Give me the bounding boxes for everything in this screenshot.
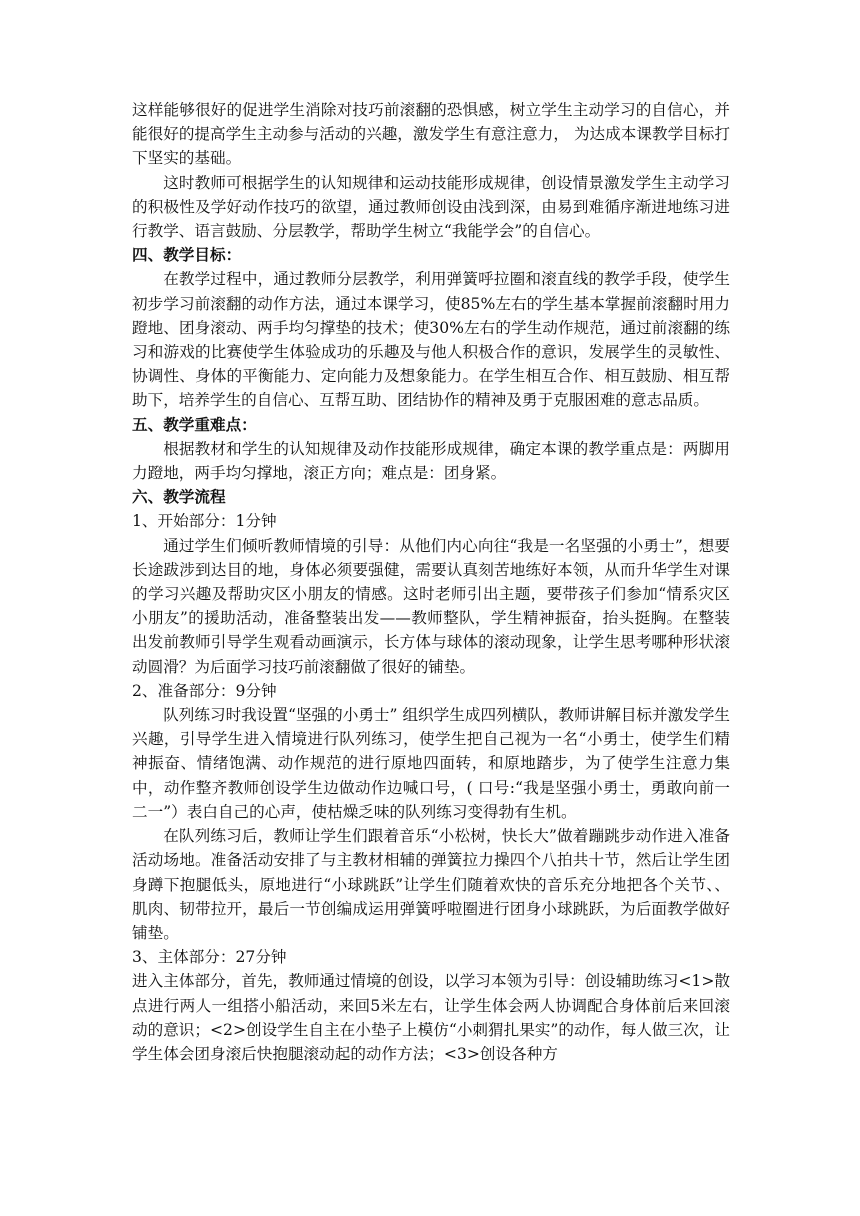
subheading-opening-part: 1、开始部分：1分钟: [132, 512, 277, 531]
paragraph-opening-part: 通过学生们倾听教师情境的引导：从他们内心向往“我是一名坚强的小勇士”，想要长途跋涉到达目的地，身体必须要强健，需要认真刻苦地练好本领，从而升华学生对课的学习兴趣及帮助灾区小朋友的情感。这时老师引出主题，要带孩子们参加“情系灾区小朋友”的援助活动，准备整装出发——教师整队，学生精神振奋，抬头挺胸。在整装出发前教师引导学生观看动画演示，长方体与球体的滚动现象，让学生思考哪种形状滚动圆滑？为后面学习技巧前滚翻做了很好的铺垫。: [132, 536, 730, 676]
paragraph-teacher-guidance: 这时教师可根据学生的认知规律和运动技能形成规律，创设情景激发学生主动学习的积极性及学好动作技巧的欲望，通过教师创设由浅到深，由易到难循序渐进地练习进行教学、语言鼓励、分层教学，帮助学生树立“我能学会”的自信心。: [132, 173, 730, 241]
paragraph-intro-continued: 这样能够很好的促进学生消除对技巧前滚翻的恐惧感，树立学生主动学习的自信心，并能很好的提高学生主动参与活动的兴趣，激发学生有意注意力， 为达成本课教学目标打下坚实的基础。: [132, 101, 730, 168]
section-heading-key-difficulties: 五、教学重难点：: [132, 414, 257, 434]
paragraph-main-part: 进入主体部分，首先，教师通过情境的创设，以学习本领为引导：创设辅助练习<1>散点进行两人一组搭小船活动，来回5米左右，让学生体会两人协调配合身体前后来回滚动的意识；<2>创设学生自主在小垫子上模仿“小刺猬扎果实”的动作，每人做三次，让学生体会团身滚后快抱腿滚动起的动作方法；<3>创设各种方: [132, 972, 730, 1063]
paragraph-teaching-objectives: 在教学过程中，通过教师分层教学，利用弹簧呼拉圈和滚直线的教学手段，使学生初步学习前滚翻的动作方法，通过本课学习，使85%左右的学生基本掌握前滚翻时用力蹬地、团身滚动、两手均匀撑垫的技术；使30%左右的学生动作规范，通过前滚翻的练习和游戏的比赛使学生体验成功的乐趣及与他人积极合作的意识，发展学生的灵敏性、协调性、身体的平衡能力、定向能力及想象能力。在学生相互合作、相互鼓励、相互帮助下，培养学生的自信心、互帮互助、团结协作的精神及勇于克服困难的意志品质。: [132, 270, 730, 410]
subheading-preparation-part: 2、准备部分：9分钟: [132, 681, 277, 700]
paragraph-warmup-activity: 在队列练习后，教师让学生们跟着音乐“小松树，快长大”做着蹦跳步动作进入准备活动场地。准备活动安排了与主教材相辅的弹簧拉力操四个八拍共十节，然后让学生团身蹲下抱腿低头，原地进行“小球跳跃”让学生们随着欢快的音乐充分地把各个关节、、肌肉、韧带拉开，最后一节创编成运用弹簧呼啦圈进行团身小球跳跃，为后面教学做好铺垫。: [132, 827, 730, 942]
document-page: [132, 98, 730, 1066]
section-heading-teaching-process: 六、教学流程: [132, 487, 226, 507]
section-heading-teaching-objectives: 四、教学目标：: [132, 245, 242, 265]
paragraph-queue-practice: 队列练习时我设置“坚强的小勇士” 组织学生成四列横队，教师讲解目标并激发学生兴趣，引导学生进入情境进行队列练习，使学生把自己视为一名“小勇士，使学生们精神振奋、情绪饱满、动作规范的进行原地四面转，和原地踏步，为了使学生注意力集中，动作整齐教师创设学生边做动作边喊口号，( 口号:“我是坚强小勇士，勇敢向前一二一”）表白自己的心声，使枯燥乏味的队列练习变得勃有生机。: [132, 706, 730, 821]
paragraph-key-difficulties: 根据教材和学生的认知规律及动作技能形成规律，确定本课的教学重点是：两脚用力蹬地，两手均匀撑地，滚正方向；难点是：团身紧。: [132, 439, 730, 483]
subheading-main-part: 3、主体部分：27分钟: [132, 948, 287, 967]
